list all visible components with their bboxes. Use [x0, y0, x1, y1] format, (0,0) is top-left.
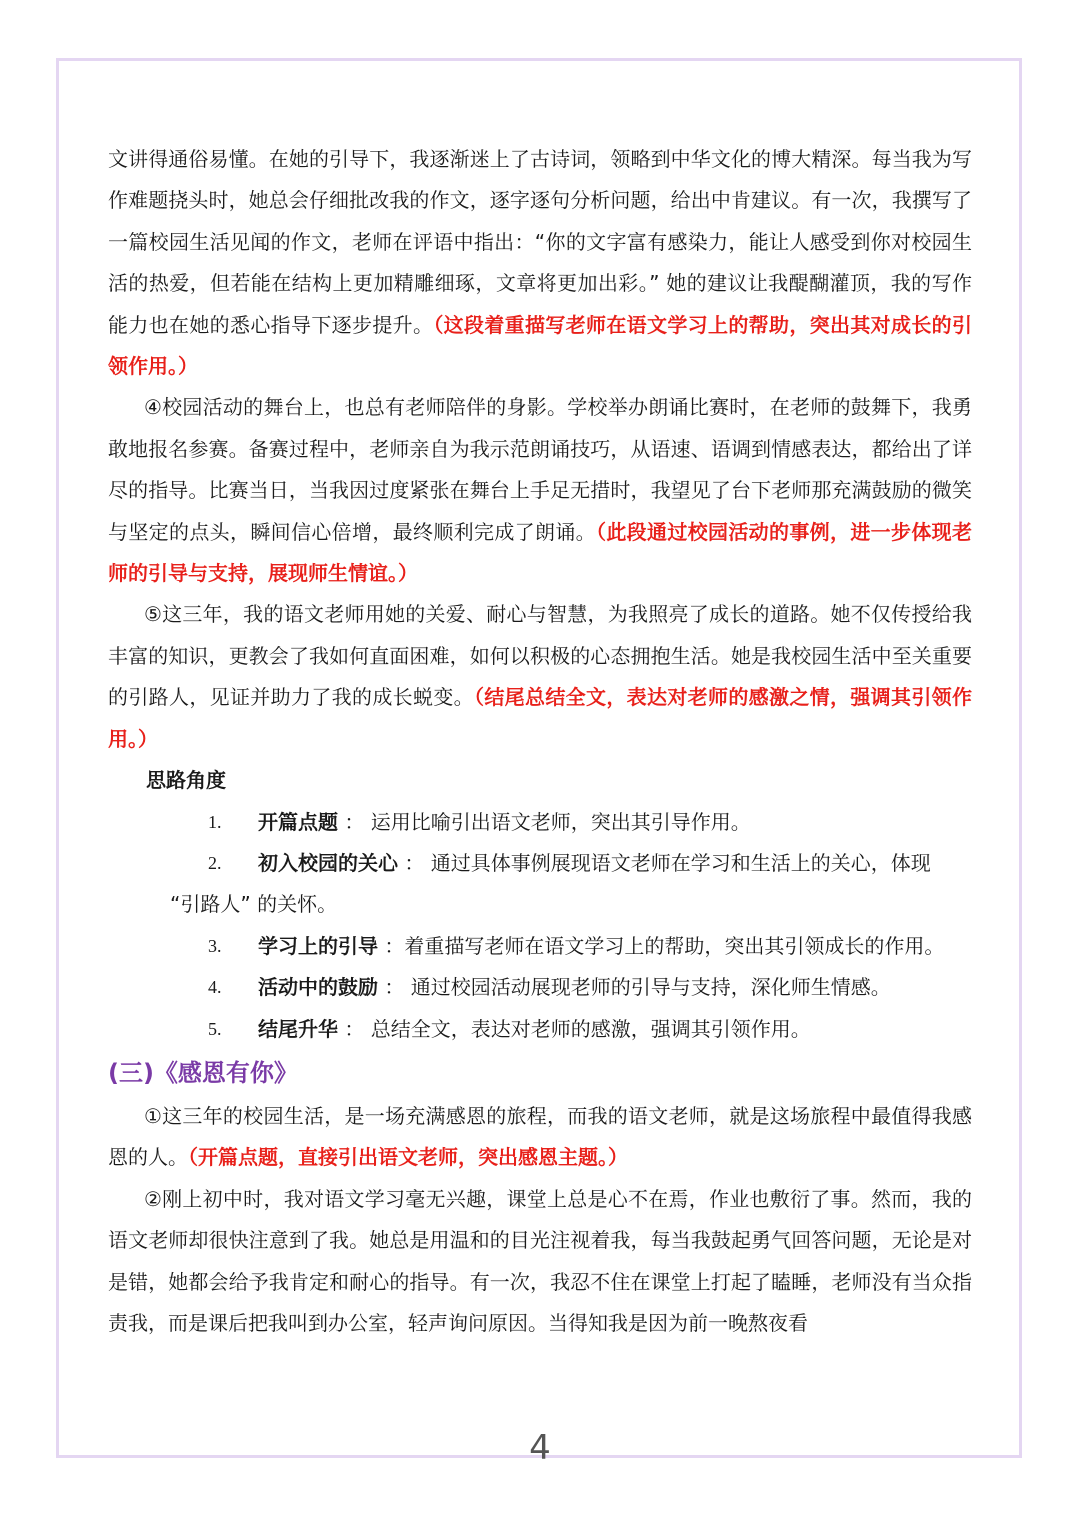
outline-heading: 思路角度: [146, 768, 226, 793]
item-description: 运用比喻引出语文老师，突出其引导作用。: [370, 809, 751, 834]
item-description: 总结全文，表达对老师的感激，强调其引领作用。: [370, 1016, 811, 1041]
item-term: 开篇点题: [258, 809, 338, 834]
outline-list: [108, 802, 972, 1050]
item-number: 3.: [208, 935, 222, 956]
annotation-note: （此段通过校园活动的事例，进一步体现老师的引导与支持，展现师生情谊。）: [108, 519, 972, 586]
item-term: 活动中的鼓励: [258, 975, 378, 1000]
essay3-paragraph-1: [108, 1096, 972, 1179]
outline-item: [108, 1009, 972, 1050]
item-separator: ：: [378, 975, 411, 1000]
item-term: 结尾升华: [258, 1016, 338, 1041]
section-title: (三)《感恩有你》: [108, 1058, 298, 1087]
item-number: 2.: [208, 852, 222, 873]
item-term: 学习上的引导: [258, 933, 378, 958]
annotation-note: （这段着重描写老师在语文学习上的帮助，突出其对成长的引领作用。）: [108, 312, 973, 379]
paragraph-5: [108, 594, 972, 760]
paragraph-text: ⑤这三年，我的语文老师用她的关爱、耐心与智慧，为我照亮了成长的道路。她不仅传授给我丰富的知识，更教会了我如何直面困难，如何以积极的心态拥抱生活。她是我校园生活中至关重要的引路人，见证并助力了我的成长蜕变。: [108, 602, 972, 710]
item-separator: ：: [398, 850, 431, 875]
paragraph-4: [108, 387, 972, 594]
outline-item: [108, 802, 972, 843]
essay3-paragraph-2: ②刚上初中时，我对语文学习毫无兴趣，课堂上总是心不在焉，作业也敷衍了事。然而，我的语文老师却很快注意到了我。她总是用温和的目光注视着我，每当我鼓起勇气回答问题，无论是对是错，她都会给予我肯定和耐心的指导。有一次，我忍不住在课堂上打起了瞌睡，老师没有当众指责我，而是课后把我叫到办公室，轻声询问原因。当得知我是因为前一晚熬夜看: [108, 1186, 972, 1335]
item-description: 着重描写老师在语文学习上的帮助，突出其引领成长的作用。: [404, 933, 945, 958]
paragraph-text: ④校园活动的舞台上，也总有老师陪伴的身影。学校举办朗诵比赛时，在老师的鼓舞下，我勇敢地报名参赛。备赛过程中，老师亲自为我示范朗诵技巧，从语速、语调到情感表达，都给出了详尽的指导。比赛当日，当我因过度紧张在舞台上手足无措时，我望见了台下老师那充满鼓励的微笑与坚定的点头，瞬间信心倍增，最终顺利完成了朗诵。: [108, 395, 972, 544]
document-body: [108, 139, 972, 1344]
paragraph-text: ①这三年的校园生活，是一场充满感恩的旅程，而我的语文老师，就是这场旅程中最值得我感恩的人。: [108, 1103, 972, 1170]
outline-item: [108, 926, 972, 967]
item-separator: ：: [338, 1016, 371, 1041]
outline-item: [108, 967, 972, 1008]
item-number: 1.: [208, 811, 222, 832]
item-separator: ：: [378, 933, 405, 958]
item-separator: ：: [338, 809, 371, 834]
annotation-note: （结尾总结全文，表达对老师的感激之情，强调其引领作用。）: [108, 685, 972, 751]
annotation-note: （开篇点题，直接引出语文老师，突出感恩主题。）: [188, 1145, 628, 1170]
item-description: 通过校园活动展现老师的引导与支持，深化师生情感。: [410, 975, 891, 1000]
item-number: 4.: [208, 977, 222, 998]
item-description-continued: “引路人” 的关怀。: [170, 892, 338, 917]
paragraph-continued: [108, 139, 972, 387]
paragraph-text: 文讲得通俗易懂。在她的引导下，我逐渐迷上了古诗词，领略到中华文化的博大精深。每当我为写作难题挠头时，她总会仔细批改我的作文，逐字逐句分析问题，给出中肯建议。有一次，我撰写了一篇校园生活见闻的作文，老师在评语中指出：“你的文字富有感染力，能让人感受到你对校园生活的热爱，但若能在结构上更加精雕细琢，文章将更加出彩。” 她的建议让我醍醐灌顶，我的写作能力也在她的悉心指导下逐步提升。: [108, 147, 972, 337]
item-description: 通过具体事例展现语文老师在学习和生活上的关心，体现: [430, 850, 931, 875]
item-term: 初入校园的关心: [258, 850, 398, 875]
page-number: 4: [529, 1428, 551, 1468]
item-number: 5.: [208, 1018, 222, 1039]
outline-item: [108, 843, 972, 926]
